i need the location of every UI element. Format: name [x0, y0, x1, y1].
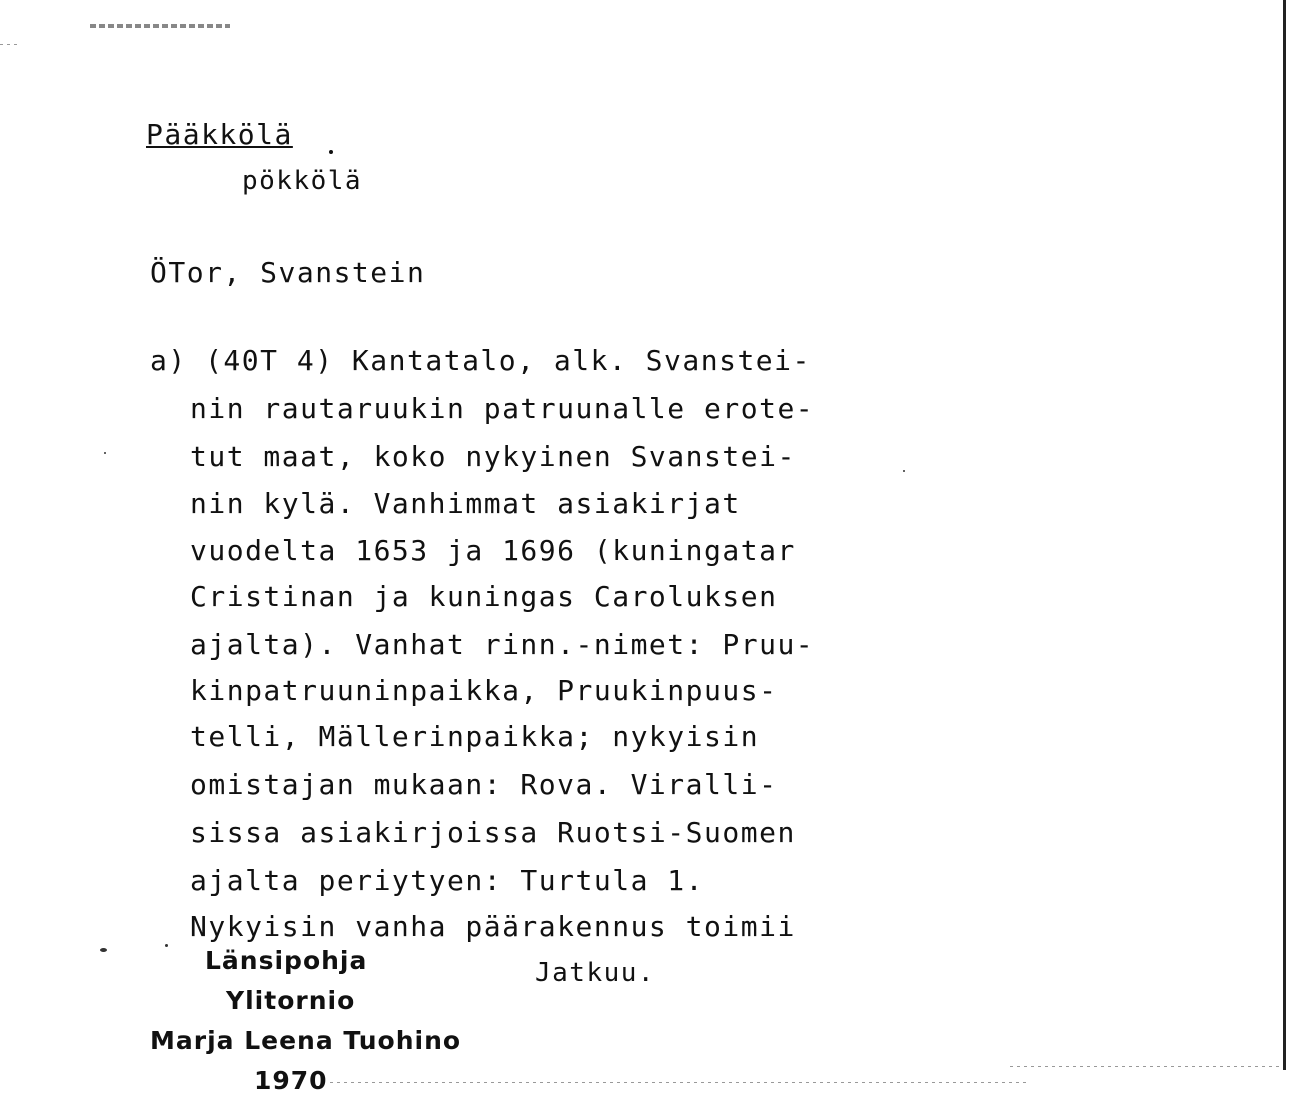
body-line: telli, Mällerinpaikka; nykyisin [190, 720, 760, 753]
body-line: Nykyisin vanha päärakennus toimii [190, 910, 796, 943]
place-name-title: Pääkkölä [146, 118, 293, 151]
card-edge [1283, 0, 1286, 1070]
stamp-region: Länsipohja [205, 946, 368, 975]
body-line: kinpatruuninpaikka, Pruukinpuus- [190, 674, 778, 707]
stress-mark [329, 150, 333, 154]
scan-smudge [90, 24, 230, 28]
body-line: omistajan mukaan: Rova. Viralli- [190, 768, 778, 801]
body-line: tut maat, koko nykyinen Svanstei- [190, 440, 796, 473]
body-line: sissa asiakirjoissa Ruotsi-Suomen [190, 816, 796, 849]
continued-note: Jatkuu. [535, 958, 656, 988]
scan-artifact [330, 1082, 1030, 1083]
body-line: a) (40T 4) Kantatalo, alk. Svanstei- [150, 344, 811, 377]
body-line: vuodelta 1653 ja 1696 (kuningatar [190, 534, 796, 567]
body-line: nin kylä. Vanhimmat asiakirjat [190, 487, 741, 520]
body-line: ajalta periytyen: Turtula 1. [190, 864, 705, 897]
location-line: ÖTor, Svanstein [150, 256, 426, 289]
ink-speck [100, 948, 107, 952]
scan-artifact [0, 44, 20, 45]
ink-speck [903, 470, 905, 472]
stamp-parish: Ylitornio [226, 986, 356, 1015]
stamp-collector: Marja Leena Tuohino [150, 1026, 462, 1055]
ink-speck [104, 452, 106, 454]
body-line: nin rautaruukin patruunalle erote- [190, 392, 815, 425]
body-line: ajalta). Vanhat rinn.-nimet: Pruu- [190, 628, 815, 661]
ink-speck [165, 944, 168, 947]
pronunciation: pökkölä [242, 166, 363, 196]
stamp-year: 1970 [254, 1066, 328, 1095]
body-line: Cristinan ja kuningas Caroluksen [190, 580, 778, 613]
scan-artifact [1010, 1066, 1280, 1067]
